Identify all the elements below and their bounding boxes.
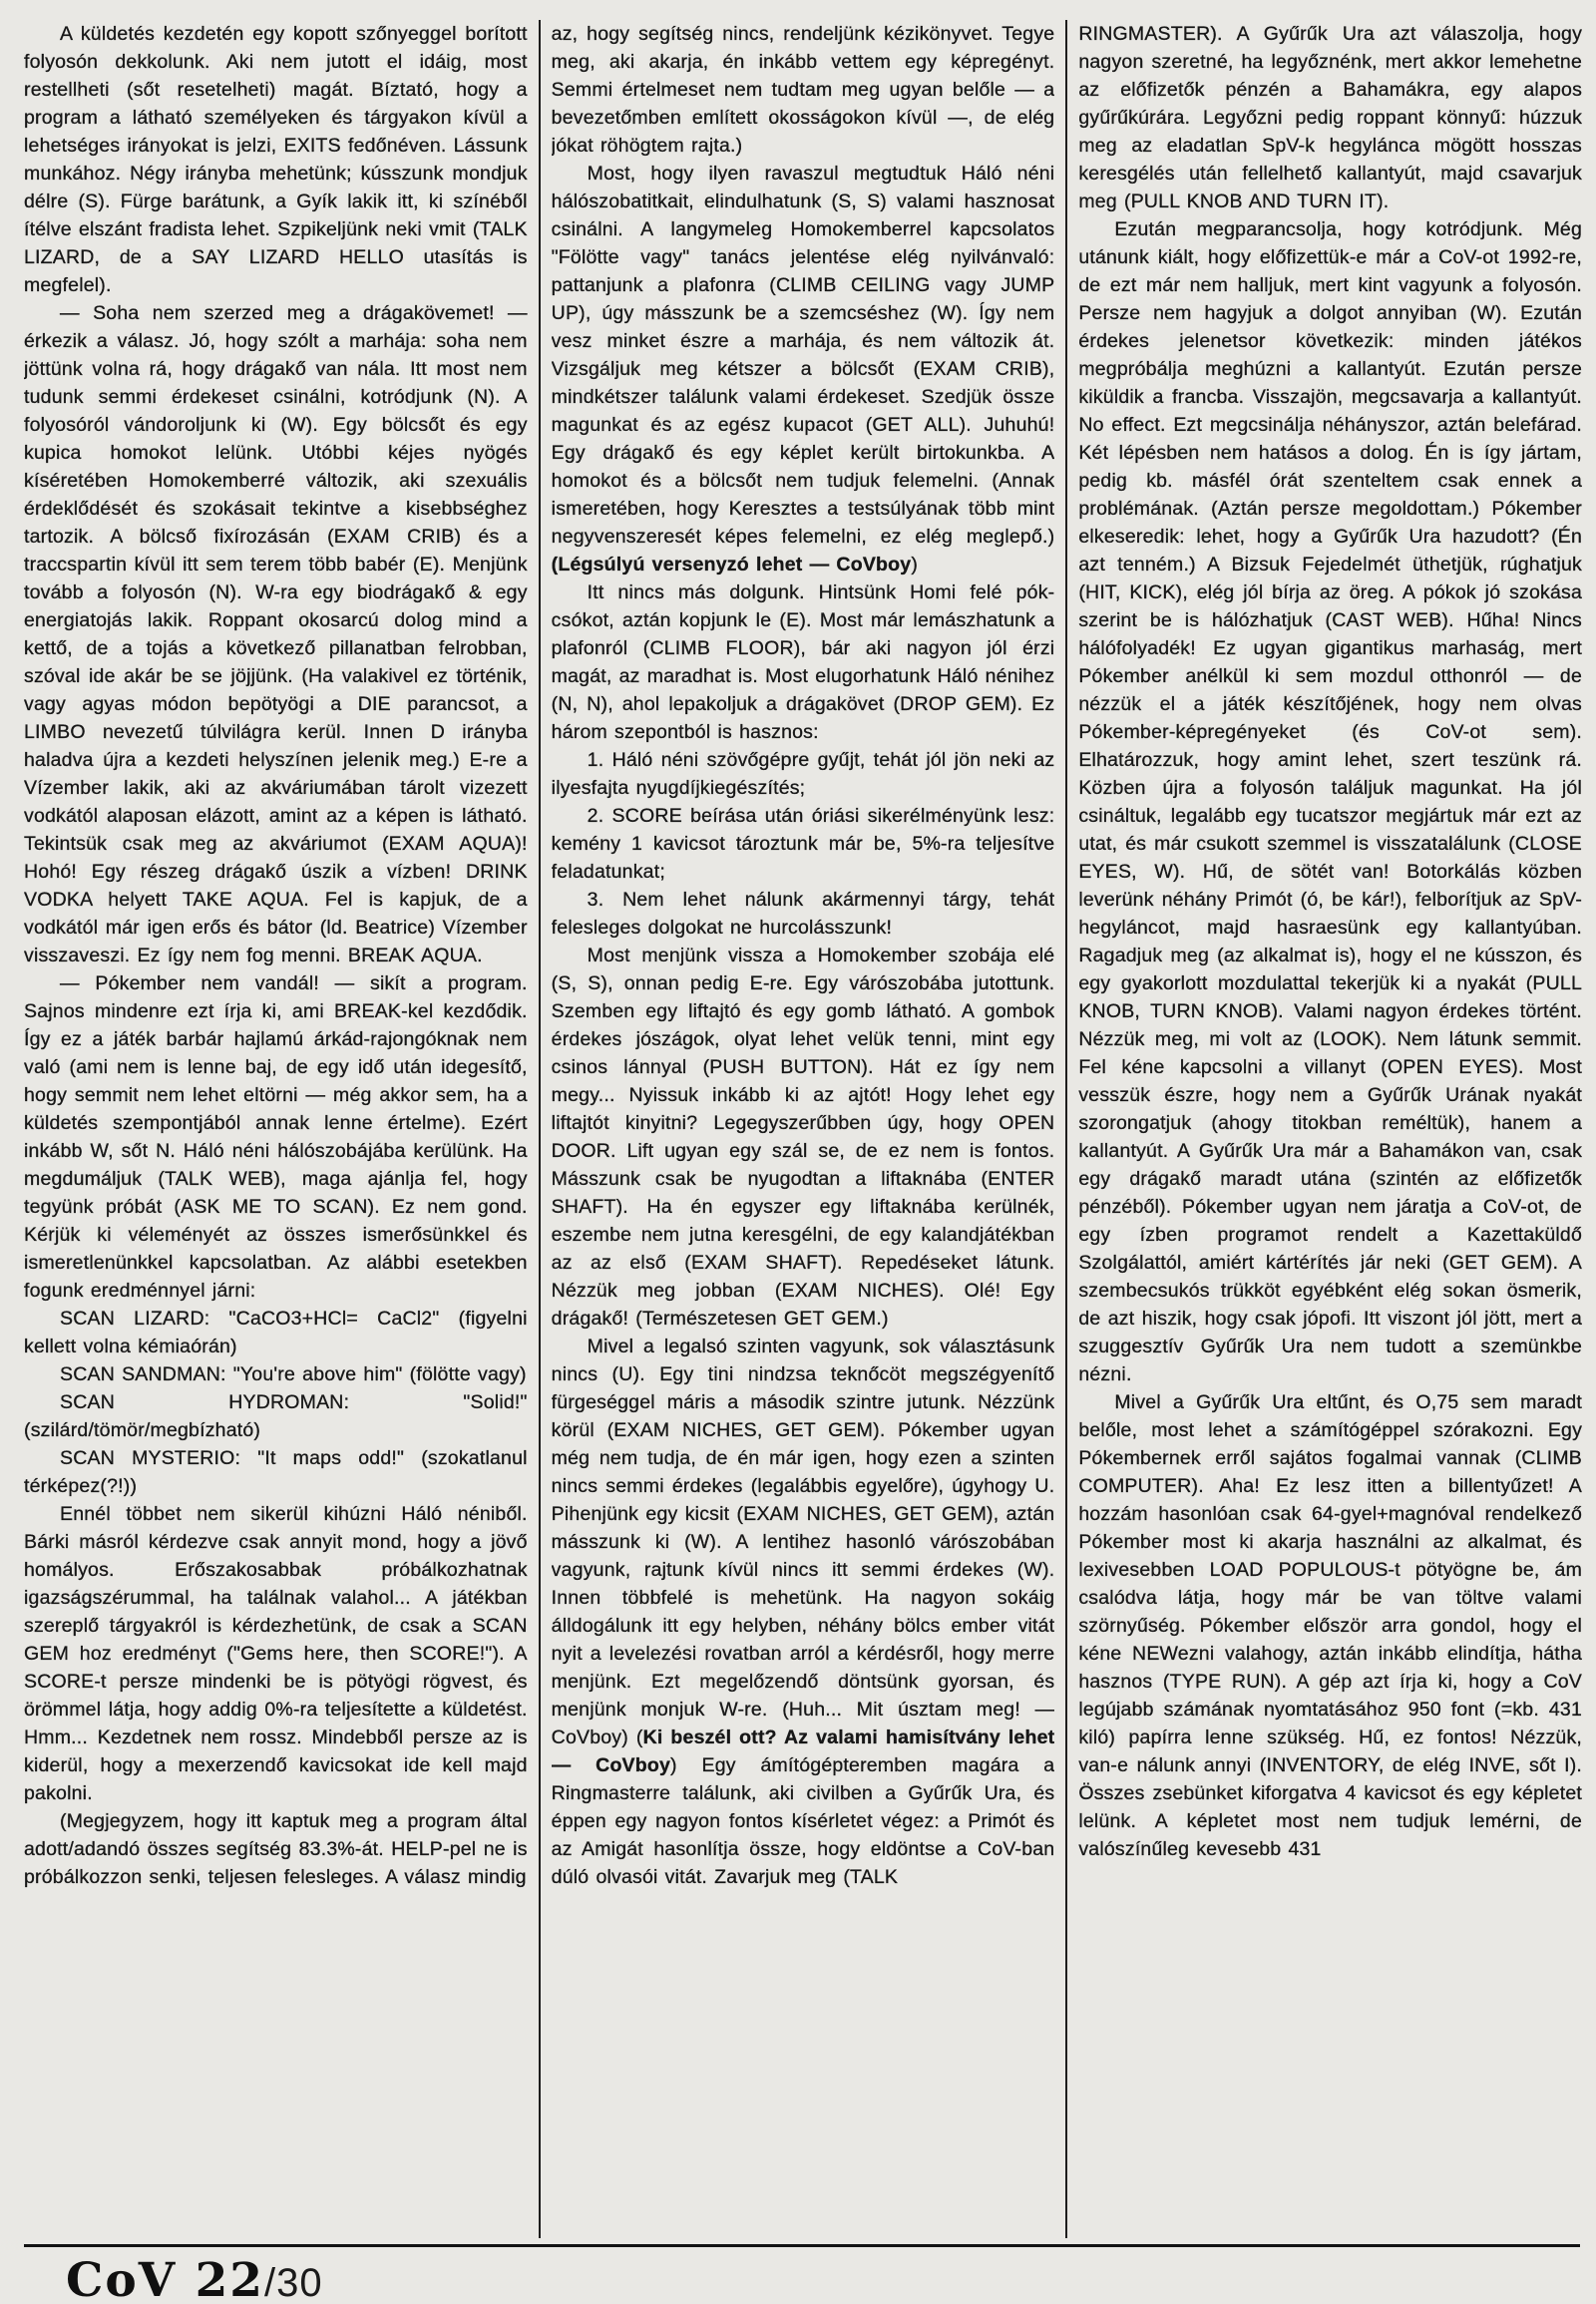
column-divider <box>539 20 541 2238</box>
paragraph: Mivel a legalsó szinten vagyunk, sok választásunk nincs (U). Egy tini nindzsa teknőcöt megszégyenítő fürgeséggel máris a második szintre jutunk. Nézzünk körül (EXAM NICHES, GET GEM). Pókember ugyan még nem tudja, de én már igen, hogy ezen a szinten nincs semmi érdekes (legalábbis egyelőre), úgyhogy U. Pihenjünk egy kicsit (EXAM NICHES, GET GEM), aztán másszunk ki (W). A lentihez hasonló várószobában vagyunk, rajtunk kívül nincs itt semmi érdekes (W). Innen többfelé is mehetünk. Ha nagyon sokáig álldogálunk itt egy helyben, néhány bölcs ember vitát nyit a levelezési rovatban arról a kérdésről, hogy merre menjünk. Ezt megelőzendő döntsünk gyorsan, és menjünk monjuk W-re. (Huh... Mit úsztam meg! — CoVboy) (Ki beszél ott? Az valami hamisítvány lehet — CoVboy) Egy ámítógépteremben magára a Ringmasterre találunk, aki civilben a Gyűrűk Ura, és éppen egy nagyon fontos kísérletet végez: a Primót és az Amigát hasonlítja össze, hogy eldöntse a CoV-ban dúló olvasói vitát. Zavarjuk meg (TALK <box>551 1336 1055 1888</box>
article-body <box>24 20 1582 2238</box>
page-footer <box>24 2247 1582 2304</box>
paragraph: az, hogy segítség nincs, rendeljünk kézikönyvet. Tegye meg, aki akarja, én inkább vettem egy képregényt. Semmi értelmeset nem tudtam meg ugyan belőle — a bevezetőmben említett okosságokon kívül —, de elég jókat röhögtem rajta.) <box>551 23 1055 157</box>
article-column-3 <box>1078 20 1582 2238</box>
paragraph: Itt nincs más dolgunk. Hintsünk Homi felé pók-csókot, aztán kopjunk le (E). Most már lemászhatunk a plafonról (CLIMB FLOOR), bár aki nagyon jól érzi magát, az maradhat is. Most elugorhatunk Háló nénihez (N, N), ahol lepakoljuk a drágakövet (DROP GEM). Ez három szepontból is hasznos: <box>551 581 1055 743</box>
page-number: /30 <box>264 2261 323 2304</box>
paragraph: SCAN MYSTERIO: "It maps odd!" (szokatlanul térképez(?!)) <box>24 1447 528 1497</box>
paragraph: 2. SCORE beírása után óriási sikerélményünk lesz: kemény 1 kavicsot tároztunk már be, 5%-ra teljesítve feladatunkat; <box>551 805 1055 883</box>
paragraph: (Megjegyzem, hogy itt kaptuk meg a program által adott/adandó összes segítség 83.3%-át. HELP-pel ne is próbálkozzon senki, teljesen felesleges. A válasz mindig <box>24 1810 528 1888</box>
paragraph: SCAN SANDMAN: "You're above him" (fölötte vagy) <box>60 1363 527 1385</box>
article-column-1 <box>24 20 528 2238</box>
paragraph: Ennél többet nem sikerül kihúzni Háló néniből. Bárki másról kérdezve csak annyit mond, hogy a jövő homályos. Erőszakosabbak próbálkozhatnak igazságszérummal, ha találnak valahol... A játékban szereplő tárgyakról is kérdezhetünk, de csak a SCAN GEM hoz eredményt ("Gems here, then SCORE!"). A SCORE-t persze mindenki be is pötyögi rögvest, és örömmel látja, hogy addig 0%-ra teljesítette a küldetést. Hmm... Kezdetnek nem rossz. Mindebből persze az is kiderül, hogy a mexerzendő kavicsokat ide kell majd pakolni. <box>24 1503 528 1804</box>
paragraph: Ezután megparancsolja, hogy kotródjunk. Még utánunk kiált, hogy előfizettük-e már a CoV-ot 1992-re, de ezt már nem halljuk, mert kint vagyunk a folyosón. Persze nem hagyjuk a dolgot annyiban (W). Ezután érdekes jelenetsor következik: minden játékos megpróbálja meghúzni a kallantyút. Ezután persze kiküldik a francba. Visszajön, megcsavarja a kallantyút. No effect. Ezt megcsinálja néhányszor, aztán belefárad. Két lépésben nem hatásos a dolog. Én is így jártam, pedig kb. másfél órát szenteltem csak ennek a problémának. (Aztán persze megoldottam.) Pókember elkeseredik: lehet, hogy a Gyűrűk Ura hazudott? (Én azt tenném.) A Bizsuk Fejedelmét üthetjük, rúghatjuk (HIT, KICK), elég jól bírja az öreg. A pókok jó szokása szerint be is hálózhatjuk (CAST WEB). Hűha! Nincs hálófolyadék! Ez ugyan gigantikus marhaság, mert Pókember anélkül ki sem mozdul otthonról — de nézzük el a játék készítőjének, hogy nem olvas Pókember-képregényeket (és CoV-ot sem). Elhatározzuk, hogy amint lehet, szert teszünk rá. Közben újra a folyosón találjuk magunkat. Ha jól csináltuk, legalább egy tucatszor megjártuk már ezt az utat, és már csukott szemmel is visszatalálunk (CLOSE EYES, W). Hű, de sötét van! Botorkálás közben leverünk néhány Primót (ó, be kár!), felborítjuk az SpV-hegyláncot, majd hasraesünk egy kallantyúban. Ragadjuk meg (az alkalmat is), hogy el ne kússzon, és egy gyakorlott mozdulattal tekerjük ki a nyakát (PULL KNOB, TURN KNOB). Valami nagyon érdekes történt. Nézzük meg, mi volt az (LOOK). Nem látunk semmit. Fel kéne kapcsolni a villanyt (OPEN EYES). Most vesszük észre, hogy nem a Gyűrűk Urának nyakát szorongatjuk (ahogy titokban reméltük), hanem a kallantyút. A Gyűrűk Ura már a Bahamákon van, csak egy drágakő maradt utána (szintén az előfizetők pénzéből). Pókember ugyan nem járatja a CoV-ot, de egy ízben programot rendelt a Kazettaküldő Szolgálattól, amiért kártérítés jár neki (GET GEM). A szembecsukós trükköt egyébként elég sokan ösmerik, de azt hiszik, hogy csak jópofi. Itt viszont jól jött, mert a szuggesztív Gyűrűk Ura nem tudott a szemünkbe nézni. <box>1078 218 1582 1385</box>
bold-text: (Légsúlyú versenyzó lehet — CoVboy <box>551 554 912 576</box>
bold-text: Ki beszél ott? Az valami hamisítvány lehet — CoVboy <box>551 1727 1055 1776</box>
paragraph: Most menjünk vissza a Homokember szobája elé (S, S), onnan pedig E-re. Egy várószobába jutottunk. Szemben egy liftajtó és egy gomb látható. A gombok érdekes jószágok, olyat lehet velük tenni, mint egy csinos lánnyal (PUSH BUTTON). Hát ez így nem megy... Nyissuk inkább ki az ajtót! Hogy lehet egy liftajtót kinyitni? Legegyszerűbben úgy, hogy OPEN DOOR. Lift ugyan egy szál se, de ez nem is fontos. Másszunk csak be nyugodtan a liftaknába (ENTER SHAFT). Ha én egyszer egy liftaknába kerülnék, eszembe nem jutna keresgélni, de egy kalandjátékban az az első (EXAM SHAFT). Repedéseket látunk. Nézzük meg jobban (EXAM NICHES). Olé! Egy drágakő! (Természetesen GET GEM.) <box>551 945 1055 1330</box>
magazine-logo: CoV 22 <box>66 2253 264 2304</box>
paragraph: SCAN LIZARD: "CaCO3+HCl= CaCl2" (figyelni kellett volna kémiaórán) <box>24 1308 528 1357</box>
paragraph: — Soha nem szerzed meg a drágakövemet! — érkezik a válasz. Jó, hogy szólt a marhája: soha nem jöttünk volna rá, hogy drágakő van nála. Itt most nem tudunk semmi érdekeset csinálni, kotródjunk (N). A folyosóról vándoroljunk ki (W). Egy bölcsőt és egy kupica homokot lelünk. Utóbbi kéjes nyögés kíséretében Homokemberré változik, aki szexuális érdeklődését és szokásait tekintve a kisebbséghez tartozik. A bölcső fixírozásán (EXAM CRIB) és a traccspartin kívül itt sem terem több babér (E). Menjünk tovább a folyosón (N). W-ra egy biodrágakő & egy energiatojás lakik. Roppant okosarcú dolog mind a kettő, de a tojás a következő pillanatban felrobban, szóval ide akár be se jöjjünk. (Ha valakivel ez történik, vagy agyas módon bepötyögi a DIE parancsot, a LIMBO nevezetű túlvilágra kerül. Innen D irányba haladva újra a kezdeti helyszínen jelenik meg.) E-re a Vízember lakik, aki az akváriumában tárolt vizezett vodkától alaposan elázott, amint az a képen is látható. Tekintsük csak meg az akváriumot (EXAM AQUA)! Hohó! Egy részeg drágakő úszik a vízben! DRINK VODKA helyett TAKE AQUA. Fel is kapjuk, de a vodkától már igen erős és bátor (ld. Beatrice) Vízember visszaveszi. Ez így nem fog menni. BREAK AQUA. <box>24 302 528 966</box>
paragraph: 1. Háló néni szövőgépre gyűjt, tehát jól jön neki az ilyesfajta nyugdíjkiegészítés; <box>551 749 1055 799</box>
paragraph: 3. Nem lehet nálunk akármennyi tárgy, tehát felesleges dolgokat ne hurcolásszunk! <box>551 889 1055 939</box>
article-column-2 <box>552 20 1055 2238</box>
paragraph: SCAN HYDROMAN: "Solid!" (szilárd/tömör/megbízható) <box>24 1391 528 1441</box>
paragraph: A küldetés kezdetén egy kopott szőnyeggel borított folyosón dekkolunk. Aki nem jutott el idáig, most restellheti (sőt resetelheti) magát. Bíztató, hogy a program a látható személyeken és tárgyakon kívül a lehetséges irányokat is jelzi, EXITS fedőnéven. Lássunk munkához. Négy irányba mehetünk; kússzunk mondjuk délre (S). Fürge barátunk, a Gyík lakik itt, ki színéből ítélve elszánt fradista lehet. Szpikeljünk neki vmit (TALK LIZARD, de a SAY LIZARD HELLO utasítás is megfelel). <box>24 23 528 296</box>
paragraph: Mivel a Gyűrűk Ura eltűnt, és O,75 sem maradt belőle, most lehet a számítógéppel szórakozni. Egy Pókembernek erről sajátos fogalmai vannak (CLIMB COMPUTER). Aha! Ez lesz itten a billentyűzet! A hozzám hasonlóan csak 64-gyel+magnóval rendelkező Pókember most ki akarja használni az alkalmat, és lexivesebben LOAD POPULOUS-t pötyögne be, ám csalódva látja, hogy már be van töltve valami szörnyűség. Pókember először arra gondol, hogy el kéne NEWezni valahogy, aztán inkább elindítja, hátha hasznos (TYPE RUN). A gép azt írja ki, hogy a CoV legújabb számának nyomtatásához 950 font (=kb. 431 kiló) papírra lenne szükség. Hű, ez fontos! Nézzük, van-e nálunk annyi (INVENTORY, de elég INVE, sőt I). Összes zsebünket kiforgatva 4 kavicsot és egy képletet lelünk. A képletet most nem tudjuk lemérni, de valószínűleg kevesebb 431 <box>1078 1391 1582 1860</box>
paragraph: — Pókember nem vandál! — sikít a program. Sajnos mindenre ezt írja ki, ami BREAK-kel kezdődik. Így ez a játék barbár hajlamú árkád-rajongóknak nem való (ami nem is lenne baj, de egy idő után idegesítő, hogy semmit nem lehet eltörni — még akkor sem, ha a küldetés szempontjából annak lenne értelme). Ezért inkább W, sőt N. Háló néni hálószobájába kerülünk. Ha megdumáljuk (TALK WEB), maga ajánlja fel, hogy tegyünk próbát (ASK ME TO SCAN). Ez nem gond. Kérjük ki véleményét az összes ismerősünkkel és ismeretlenünkkel kapcsolatban. Az alábbi esetekben fogunk eredménnyel járni: <box>24 972 528 1302</box>
paragraph: RINGMASTER). A Gyűrűk Ura azt válaszolja, hogy nagyon szeretné, ha legyőznénk, mert akkor lemehetne az előfizetők pénzén a Bahamákra, egy alapos gyűrűkúrára. Legyőzni pedig roppant könnyű: húzzuk meg az eladatlan SpV-k hegylánca mögött hosszas keresgélés után fellelhető kallantyút, majd csavarjuk meg (PULL KNOB AND TURN IT). <box>1078 23 1582 212</box>
column-divider <box>1065 20 1067 2238</box>
paragraph: Most, hogy ilyen ravaszul megtudtuk Háló néni hálószobatitkait, elindulhatunk (S, S) valami hasznosat csinálni. A langymeleg Homokemberrel kapcsolatos "Fölötte vagy" tanács jelentése elég nyilvánvaló: pattanjunk a plafonra (CLIMB CEILING vagy JUMP UP), úgy másszunk be a szemcséshez (W). Így nem vesz minket észre a marhája, és nem változik át. Vizsgáljuk meg kétszer a bölcsőt (EXAM CRIB), mindkétszer találunk valami érdekeset. Szedjük össze magunkat és az egész kupacot (GET ALL). Juhuhú! Egy drágakő és egy képlet került birtokunkba. A homokot és a bölcsőt nem tudjuk felemelni. (Annak ismeretében, hogy Keresztes a testsúlyának több mint negyvenszeresét képes felemelni, ez elég meglepő.) (Légsúlyú versenyzó lehet — CoVboy) <box>551 163 1055 576</box>
